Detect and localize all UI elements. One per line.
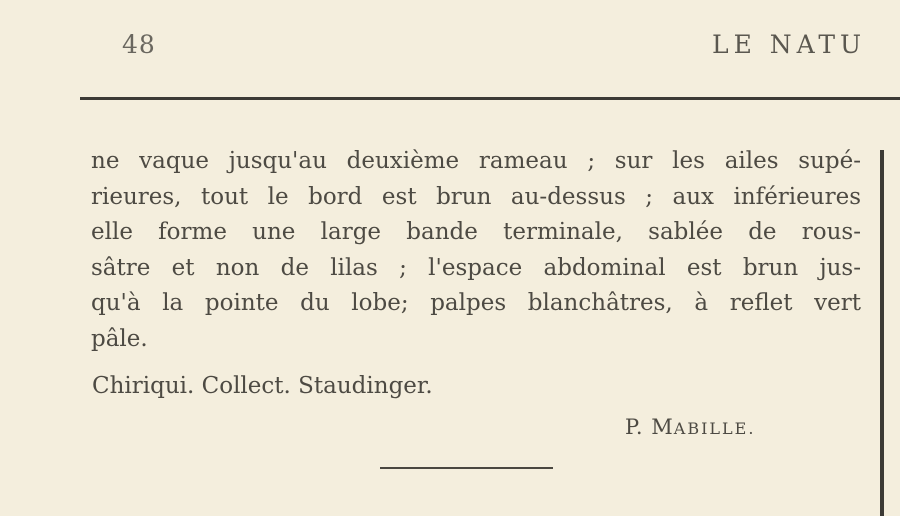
text-line: sâtre et non de lilas ; l'espace abdominal est brun jus- — [91, 254, 861, 281]
text-line: pâle. — [91, 325, 148, 352]
column-rule — [880, 150, 884, 516]
header-rule — [80, 97, 900, 100]
signature-initial: P. — [625, 415, 644, 439]
author-signature — [625, 415, 755, 439]
text-line: ne vaque jusqu'au deuxième rameau ; sur les ailes supé- — [91, 148, 861, 174]
running-head: LE NATU — [712, 30, 867, 59]
body-text — [91, 144, 861, 358]
page-number: 48 — [122, 30, 156, 59]
text-line: qu'à la pointe du lobe; palpes blanchâtres, à reflet vert — [91, 290, 861, 317]
signature-name-rest: ABILLE. — [673, 419, 756, 438]
text-line: elle forme une large bande terminale, sablée de rous- — [91, 219, 861, 246]
locality-line: Chiriqui. Collect. Staudinger. — [92, 373, 433, 399]
end-rule — [380, 467, 553, 469]
signature-name-first: M — [651, 415, 674, 439]
text-line: rieures, tout le bord est brun au-dessus ; aux inférieures — [91, 183, 861, 210]
